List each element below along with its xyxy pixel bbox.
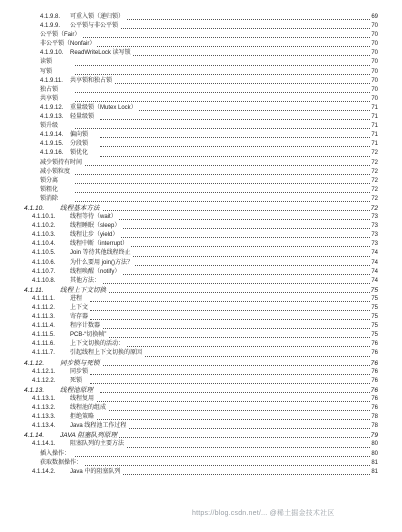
toc-entry[interactable] <box>0 95 402 104</box>
toc-entry-title: 锁消除 <box>40 195 60 204</box>
dot-leader <box>90 219 370 220</box>
toc-entry-number: 4.1.14.2. <box>32 468 56 475</box>
toc-entry-page-number: 76 <box>370 377 378 386</box>
toc-entry[interactable] <box>0 68 402 77</box>
toc-entry-number: 4.1.9.9. <box>40 23 61 30</box>
dot-leader <box>90 374 370 375</box>
toc-entry-title: 插入操作： <box>40 450 72 459</box>
toc-entry-page-number: 73 <box>370 222 378 231</box>
toc-entry[interactable] <box>0 13 402 22</box>
table-of-contents <box>0 13 402 477</box>
toc-entry-number: 4.1.9.11. <box>40 77 63 84</box>
toc-entry-number: 4.1.10.2. <box>32 223 56 230</box>
toc-entry[interactable] <box>0 322 402 331</box>
toc-entry[interactable] <box>0 395 402 404</box>
dot-leader <box>100 83 370 84</box>
toc-entry-title: 减小锁粒度 <box>40 168 72 177</box>
toc-entry-number: 4.1.10.5. <box>32 250 56 257</box>
toc-entry-page-number: 76 <box>370 404 378 413</box>
toc-entry[interactable] <box>0 295 402 304</box>
toc-entry-page-number: 80 <box>370 450 378 459</box>
toc-entry-number: 4.1.13.3. <box>32 414 56 421</box>
toc-entry-number: 4.1.9.16. <box>40 150 64 157</box>
dot-leader <box>100 210 370 211</box>
toc-entry-title: 程序计数器 <box>70 322 102 331</box>
toc-entry-page-number: 76 <box>370 349 378 358</box>
dot-leader <box>90 283 370 284</box>
toc-entry[interactable] <box>0 277 402 286</box>
toc-entry-number: 4.1.9.13. <box>40 114 64 121</box>
toc-entry-page-number: 74 <box>370 268 378 277</box>
dot-leader <box>100 392 370 393</box>
toc-entry-title: 其他方法： <box>70 277 102 286</box>
toc-entry-title: 读锁 <box>40 58 54 67</box>
toc-entry-title: 独占锁 <box>40 86 60 95</box>
toc-entry[interactable] <box>0 359 402 368</box>
toc-entry[interactable] <box>0 77 402 86</box>
toc-entry-title: 线程等待（wait） <box>70 213 119 222</box>
toc-entry[interactable] <box>0 468 402 477</box>
dot-leader <box>90 401 370 402</box>
toc-entry[interactable] <box>0 368 402 377</box>
toc-entry-page-number: 73 <box>370 240 378 249</box>
toc-entry[interactable] <box>0 186 402 195</box>
dot-leader <box>100 55 370 56</box>
toc-entry-title: 减少锁持有时间 <box>40 159 84 168</box>
toc-entry-number: 4.1.12. <box>24 359 45 367</box>
toc-entry-page-number: 75 <box>370 331 378 340</box>
toc-entry[interactable] <box>0 31 402 40</box>
toc-entry[interactable] <box>0 440 402 449</box>
toc-entry-title: 线程基本方法 <box>60 204 100 212</box>
toc-entry-title: 重量级锁（Mutex Lock） <box>70 104 139 113</box>
toc-entry[interactable] <box>0 304 402 313</box>
toc-entry-title: 进程 <box>70 295 84 304</box>
toc-entry-number: 4.1.11.2. <box>32 305 55 311</box>
toc-entry-title: 引起线程上下文切换的原因 <box>70 349 144 358</box>
toc-entry-title: 线程上下文切换 <box>60 286 107 294</box>
toc-entry-number: 4.1.10.8. <box>32 277 56 284</box>
dot-leader <box>90 301 370 302</box>
toc-entry-title: 线程让步（yield） <box>70 231 120 240</box>
toc-entry-page-number: 71 <box>370 122 378 131</box>
toc-entry-page-number: 72 <box>370 195 378 204</box>
toc-entry-title: 轻量级锁 <box>70 113 96 122</box>
dot-leader <box>100 110 370 111</box>
toc-entry-page-number: 71 <box>370 113 378 122</box>
dot-leader <box>75 174 370 175</box>
dot-leader <box>100 137 370 138</box>
toc-entry-title: 共享锁和独占锁 <box>70 77 114 86</box>
toc-entry[interactable] <box>0 249 402 258</box>
toc-entry-number: 4.1.9.15. <box>40 141 64 148</box>
toc-entry-title: PCB-“切换帧” <box>70 331 108 340</box>
toc-entry[interactable] <box>0 431 402 440</box>
toc-entry[interactable] <box>0 159 402 168</box>
toc-entry-number: 4.1.11.3. <box>32 314 55 321</box>
toc-entry[interactable] <box>0 177 402 186</box>
toc-entry[interactable] <box>0 40 402 49</box>
toc-entry-page-number: 79 <box>370 432 378 440</box>
toc-entry-number: 4.1.11. <box>24 286 44 294</box>
dot-leader <box>75 465 370 466</box>
toc-entry-page-number: 76 <box>370 340 378 349</box>
dot-leader <box>90 310 370 311</box>
toc-entry-number: 4.1.10.6. <box>32 259 56 266</box>
toc-entry-title: ReadWriteLock 读写锁 <box>70 49 133 58</box>
toc-entry-page-number: 72 <box>370 159 378 168</box>
dot-leader <box>90 328 370 329</box>
dot-leader <box>75 128 370 129</box>
toc-entry-page-number: 81 <box>370 468 378 477</box>
toc-entry-page-number: 74 <box>370 259 378 268</box>
toc-entry[interactable] <box>0 386 402 395</box>
dot-leader <box>75 101 370 102</box>
toc-entry-title: 偏向锁 <box>70 131 90 140</box>
toc-entry-page-number: 75 <box>370 313 378 322</box>
toc-entry-page-number: 70 <box>370 31 378 40</box>
toc-entry-title: JAVA 阻塞队列原理 <box>60 432 117 440</box>
toc-entry[interactable] <box>0 22 402 31</box>
dot-leader <box>75 74 370 75</box>
toc-entry[interactable] <box>0 450 402 459</box>
toc-entry-page-number: 72 <box>370 204 378 212</box>
dot-leader <box>90 228 370 229</box>
toc-entry-title: 公平锁（Fair） <box>40 31 82 40</box>
dot-leader <box>100 19 370 20</box>
toc-entry[interactable] <box>0 222 402 231</box>
toc-entry-number: 4.1.14.1. <box>32 441 56 448</box>
toc-entry-number: 4.1.10.1. <box>32 214 56 221</box>
toc-entry[interactable] <box>0 331 402 340</box>
dot-leader <box>90 337 370 338</box>
toc-entry-title: 同步锁 <box>70 368 90 377</box>
toc-entry-number: 4.1.12.2. <box>32 377 56 384</box>
toc-entry-title: 拒绝策略 <box>70 413 96 422</box>
toc-entry-number: 4.1.13. <box>24 386 45 394</box>
toc-entry-page-number: 76 <box>370 359 378 367</box>
toc-entry[interactable] <box>0 58 402 67</box>
toc-entry-page-number: 73 <box>370 231 378 240</box>
toc-entry-title: 获取数据操作： <box>40 459 84 468</box>
toc-entry-page-number: 81 <box>370 459 378 468</box>
toc-entry-number: 4.1.13.4. <box>32 423 56 430</box>
toc-entry-title: 锁升级 <box>40 122 60 131</box>
toc-entry[interactable] <box>0 195 402 204</box>
toc-entry-page-number: 78 <box>370 422 378 431</box>
toc-entry-number: 4.1.10.7. <box>32 268 56 275</box>
toc-entry-title: 线程复用 <box>70 395 96 404</box>
toc-entry-title: 线程池的组成 <box>70 404 108 413</box>
toc-entry-page-number: 70 <box>370 58 378 67</box>
toc-entry-title: 死锁 <box>70 377 84 386</box>
toc-entry-page-number: 76 <box>370 386 378 394</box>
toc-entry-title: 非公平锁（Nonfair） <box>40 40 97 49</box>
toc-entry-title: 共享锁 <box>40 95 60 104</box>
dot-leader <box>90 237 370 238</box>
toc-entry[interactable] <box>0 231 402 240</box>
toc-entry-page-number: 70 <box>370 86 378 95</box>
toc-entry-page-number: 69 <box>370 13 378 22</box>
toc-entry-page-number: 70 <box>370 22 378 31</box>
toc-entry-number: 4.1.11.1. <box>32 295 55 302</box>
dot-leader <box>100 119 370 120</box>
toc-entry-title: 同步锁与死锁 <box>60 359 100 367</box>
toc-entry-number: 4.1.9.10. <box>40 50 64 57</box>
toc-entry[interactable] <box>0 377 402 386</box>
toc-entry[interactable] <box>0 168 402 177</box>
toc-entry-number: 4.1.10.4. <box>32 241 56 248</box>
toc-entry-number: 4.1.11.5. <box>32 332 55 339</box>
dot-leader <box>100 437 370 438</box>
toc-entry-number: 4.1.13.1. <box>32 395 56 402</box>
toc-entry-page-number: 74 <box>370 277 378 286</box>
dot-leader <box>75 92 370 93</box>
toc-entry[interactable] <box>0 149 402 158</box>
toc-entry[interactable] <box>0 204 402 213</box>
toc-entry-title: 锁优化 <box>70 149 90 158</box>
toc-entry[interactable] <box>0 49 402 58</box>
toc-entry-page-number: 71 <box>370 131 378 140</box>
dot-leader <box>90 410 370 411</box>
dot-leader <box>100 365 370 366</box>
toc-entry[interactable] <box>0 413 402 422</box>
toc-entry[interactable] <box>0 113 402 122</box>
dot-leader <box>75 456 370 457</box>
toc-entry-page-number: 75 <box>370 322 378 331</box>
toc-entry[interactable] <box>0 313 402 322</box>
toc-entry-page-number: 75 <box>370 286 378 294</box>
toc-entry-number: 4.1.11.4. <box>32 323 55 330</box>
dot-leader <box>75 192 370 193</box>
dot-leader <box>90 428 370 429</box>
dot-leader <box>90 474 370 475</box>
toc-entry-title: 锁分离 <box>40 177 60 186</box>
toc-entry-page-number: 72 <box>370 168 378 177</box>
toc-entry[interactable] <box>0 268 402 277</box>
toc-entry-number: 4.1.11.6. <box>32 341 55 348</box>
toc-entry-page-number: 72 <box>370 177 378 186</box>
toc-entry-page-number: 71 <box>370 104 378 113</box>
dot-leader <box>90 246 370 247</box>
toc-entry-title: 寄存器 <box>70 313 90 322</box>
toc-entry-number: 4.1.9.8. <box>40 14 61 20</box>
dot-leader <box>90 319 370 320</box>
dot-leader <box>100 28 370 29</box>
toc-entry-number: 4.1.12.1. <box>32 368 56 375</box>
toc-entry[interactable] <box>0 140 402 149</box>
toc-entry[interactable] <box>0 349 402 358</box>
toc-entry-title: 可重入锁（递归锁） <box>70 13 126 22</box>
toc-entry-page-number: 70 <box>370 40 378 49</box>
toc-entry-number: 4.1.13.2. <box>32 405 56 412</box>
toc-entry-title: 线程池原理 <box>60 386 93 394</box>
toc-entry-page-number: 70 <box>370 49 378 58</box>
toc-entry[interactable] <box>0 122 402 131</box>
dot-leader <box>90 447 370 448</box>
toc-entry[interactable] <box>0 240 402 249</box>
dot-leader <box>90 274 370 275</box>
toc-entry-page-number: 72 <box>370 186 378 195</box>
toc-entry[interactable] <box>0 131 402 140</box>
toc-entry-page-number: 76 <box>370 395 378 404</box>
toc-entry-page-number: 71 <box>370 140 378 149</box>
toc-entry[interactable] <box>0 259 402 268</box>
dot-leader <box>75 65 370 66</box>
dot-leader <box>90 419 370 420</box>
dot-leader <box>90 383 370 384</box>
toc-entry-title: 为什么要用 join()方法？ <box>70 259 135 268</box>
toc-entry-number: 4.1.11.7. <box>32 350 55 357</box>
toc-entry[interactable] <box>0 104 402 113</box>
toc-entry-page-number: 76 <box>370 368 378 377</box>
toc-entry-title: 上下文切换的活动： <box>70 340 126 349</box>
toc-entry-page-number: 74 <box>370 249 378 258</box>
toc-entry-page-number: 80 <box>370 440 378 449</box>
toc-entry-title: 线程中断（interrupt） <box>70 240 130 249</box>
toc-entry-page-number: 70 <box>370 77 378 86</box>
toc-entry[interactable] <box>0 404 402 413</box>
toc-entry-title: 上下文 <box>70 304 90 313</box>
toc-entry-page-number: 75 <box>370 304 378 313</box>
toc-entry-title: Java 线程池工作过程 <box>70 422 128 431</box>
toc-entry[interactable] <box>0 459 402 468</box>
toc-entry-title: 分段锁 <box>70 140 90 149</box>
toc-entry-title: Join 等待其他线程终止 <box>70 249 133 258</box>
toc-entry-title: 写锁 <box>40 68 54 77</box>
dot-leader <box>75 165 370 166</box>
toc-entry[interactable] <box>0 422 402 431</box>
toc-entry-title: 锁粗化 <box>40 186 60 195</box>
toc-entry-page-number: 75 <box>370 295 378 304</box>
dot-leader <box>75 183 370 184</box>
toc-entry-number: 4.1.9.12. <box>40 104 64 111</box>
toc-entry-title: 公平锁与非公平锁 <box>70 22 120 31</box>
dot-leader <box>100 292 370 293</box>
toc-entry-title: 线程睡眠（sleep） <box>70 222 122 231</box>
toc-entry[interactable] <box>0 286 402 295</box>
toc-entry-title: Java 中的阻塞队列 <box>70 468 122 477</box>
dot-leader <box>100 156 370 157</box>
toc-entry-page-number: 72 <box>370 149 378 158</box>
toc-entry[interactable] <box>0 86 402 95</box>
toc-entry[interactable] <box>0 213 402 222</box>
toc-entry-page-number: 70 <box>370 68 378 77</box>
dot-leader <box>75 46 370 47</box>
dot-leader <box>75 37 370 38</box>
toc-entry-number: 4.1.10. <box>24 204 45 212</box>
dot-leader <box>90 346 370 347</box>
toc-entry-page-number: 73 <box>370 213 378 222</box>
toc-entry[interactable] <box>0 340 402 349</box>
toc-entry-page-number: 70 <box>370 95 378 104</box>
toc-entry-number: 4.1.10.3. <box>32 232 56 239</box>
toc-entry-page-number: 78 <box>370 413 378 422</box>
dot-leader <box>75 201 370 202</box>
toc-entry-number: 4.1.9.14. <box>40 132 64 139</box>
toc-entry-title: 线程唤醒（notify） <box>70 268 122 277</box>
dot-leader <box>100 146 370 147</box>
watermark: https://blog.csdn.net/... @稀土掘金技术社区 <box>192 510 335 517</box>
toc-entry-title: 阻塞队列的主要方法 <box>70 440 126 449</box>
toc-entry-number: 4.1.14. <box>24 432 45 440</box>
